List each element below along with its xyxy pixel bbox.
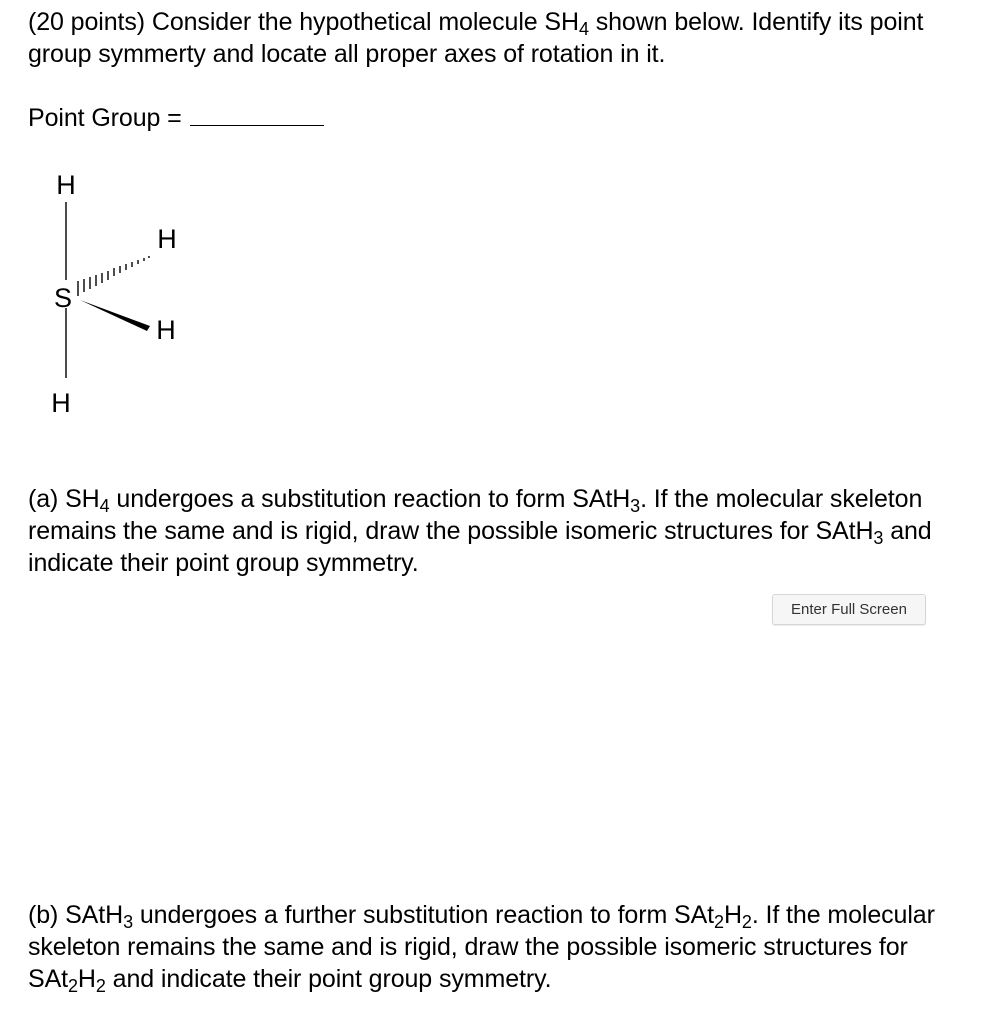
enter-full-screen-button[interactable]: Enter Full Screen [772,594,926,625]
question-a-sub-3: 3 [873,528,884,549]
question-b-sub-2: 2 [714,912,724,933]
question-b-sub-5: 2 [95,976,106,997]
atom-h-wedge: H [156,315,176,345]
question-b-text-5: H [77,965,96,993]
bond-solid-wedge [80,300,150,331]
question-b-text-3: H [723,901,742,929]
question-a-sub-1: 4 [99,496,110,517]
question-b-text-2: undergoes a further substitution reaction to form SAt [132,901,715,929]
question-a-text-4: and indicate their point group symmetry. [28,517,932,577]
point-group-line [28,102,324,134]
sh4-molecule-diagram [0,150,260,430]
question-b-sub-1: 3 [123,912,133,933]
intro-subscript: 4 [578,19,589,40]
atom-h-top: H [56,170,76,200]
question-a-text-1: (a) SH [28,485,100,513]
point-group-answer-blank [190,124,324,126]
question-b-sub-4: 2 [68,976,78,997]
bond-hashed-wedge [78,256,149,296]
atom-h-hashed: H [157,224,177,254]
question-b-sub-3: 2 [741,912,752,933]
question-b [28,899,968,995]
question-b-text-6: and indicate their point group symmetry. [105,965,552,993]
question-a [28,483,988,579]
intro-text-2: shown below. Identify its point group symmerty and locate all proper axes of rotation in it. [28,8,924,68]
question-b-text-4: . If the molecular skeleton remains the same and is rigid, draw the possible isomeric structures for SAt [28,901,935,993]
atom-h-bottom: H [51,388,71,418]
question-a-text-3: . If the molecular skeleton remains the same and is rigid, draw the possible isomeric structures for SAtH [28,485,923,545]
question-b-text-1: (b) SAtH [28,901,124,929]
point-group-label: Point Group = [28,104,182,132]
intro-text-1: (20 points) Consider the hypothetical molecule SH [28,8,579,36]
question-a-sub-2: 3 [630,496,641,517]
intro-question [28,6,978,70]
atom-s-center: S [53,283,73,313]
question-a-text-2: undergoes a substitution reaction to form SAtH [109,485,631,513]
